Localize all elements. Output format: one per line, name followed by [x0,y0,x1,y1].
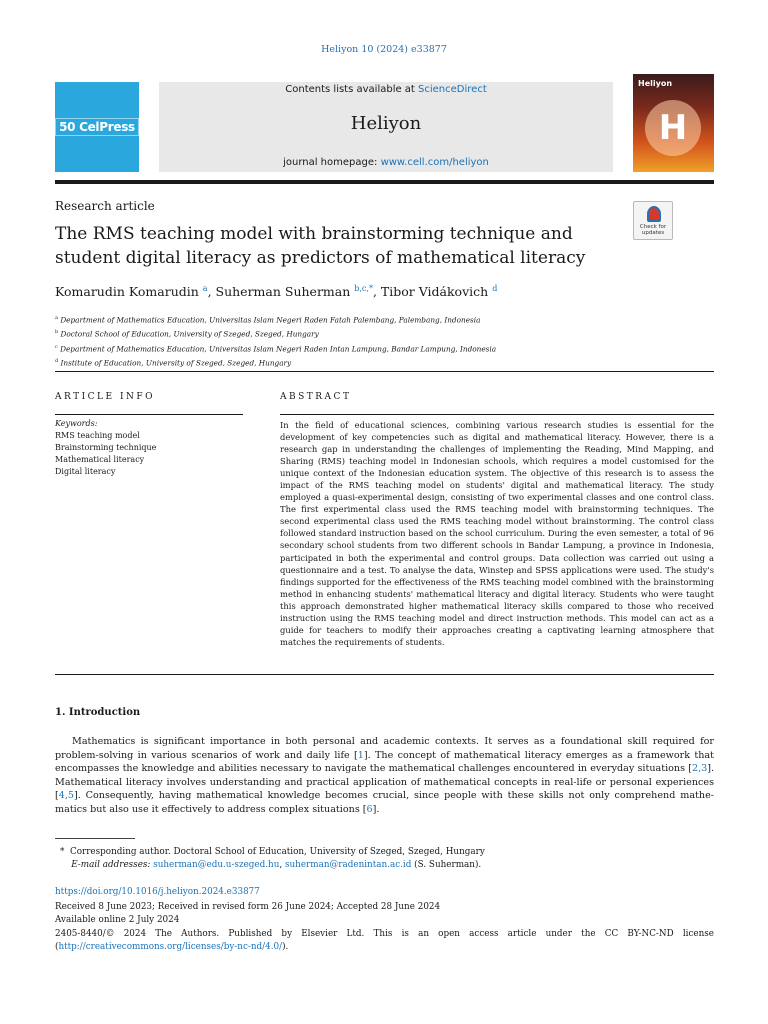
affiliation-text: Doctoral School of Education, University of Szeged, Szeged, Hungary [60,329,319,339]
email-link[interactable]: suherman@radenintan.ac.id [284,860,412,870]
author-name[interactable]: Komarudin Komarudin [55,284,199,300]
header-divider [55,180,714,184]
author-affiliation-ref[interactable]: b,c,* [354,284,373,293]
introduction-paragraph [55,735,714,816]
email-suffix: (S. Suherman). [411,860,482,870]
author-affiliation-ref[interactable]: d [492,284,498,293]
email-label: E-mail addresses: [71,860,151,870]
author-affiliation-ref[interactable]: a [202,284,208,293]
citation-link[interactable]: 1 [357,749,364,761]
check-for-updates-button[interactable] [633,201,673,240]
keywords-list [55,418,156,478]
check-updates-line1: Check for [639,224,667,230]
corresponding-author-line [60,846,485,859]
doi-link[interactable]: https://doi.org/10.1016/j.heliyon.2024.e33877 [55,887,260,897]
received-dates: Received 8 June 2023; Received in revised form 26 June 2024; Accepted 28 June 2024 [55,902,441,912]
sciencedirect-link[interactable]: ScienceDirect [418,84,487,95]
email-separator: , [279,860,285,870]
abstract-text: In the field of educational sciences, combining various research studies is essential for the development of key competencies such as digital and mathematical literacy. However, there is a research gap in understanding the challenges of implementing the Reading, Mind Mapping, and Sharing (RMS) teaching model in Indonesian schools, which requires a model customised for the unique context of the Indonesian education system. The objective of this research is to assess the impact of the RMS teaching model on students' digital and mathematical literacy. The study employed a quasi-experimental design, consisting of two experimental classes and one control class. The first experimental class used the RMS teaching model with brainstorming techniques. The second experimental class used the RMS teaching model without brainstorming. The control class followed standard instruction based on the school curriculum. During the even semester, a total of 96 secondary school students from two different schools in Bandar Lampung, a province in Indonesia, participated in both the experimental and control groups. Data collection was carried out using a questionnaire and a test. To analyse the data, Winstep and SPSS applications were used. The study's findings supported for the effectiveness of the RMS teaching model combined with the brainstorming method in enhancing students' mathematical literacy and digital literacy. Students who were taught this approach demonstrated higher mathematical literacy skills compared to those who received instruction using the RMS teaching model and direct instruction methods. This model can act as a guide for teachers to modify their approaches creating a captivating learning atmosphere that matches the requirements of students. [280,420,714,647]
citation-link[interactable]: 2,3 [691,763,708,774]
affiliation-text: Department of Mathematics Education, Universitas Islam Negeri Raden Fatah Palembang, Palembang, Indonesia [60,315,481,325]
keywords-label: Keywords: [55,419,98,428]
article-title [55,222,615,270]
citation-link[interactable]: 4,5 [58,790,75,801]
keyword-item: RMS teaching model [55,431,140,440]
citation-link[interactable]: 6 [366,803,373,815]
contents-line [159,84,613,95]
abstract-end-divider [55,674,714,675]
license-text: 2405-8440/© 2024 The Authors. Published by Elsevier Ltd. This is an open access article under the CC BY-NC-ND license ( [55,929,714,952]
section-heading-introduction: 1. Introduction [55,707,141,718]
author-list: Komarudin Komarudin $^a$, Suherman Suherman $^{b,c,*}$, Tibor Vidákovich $^d$ [55,284,498,300]
footnote-marker: * [60,847,65,857]
check-updates-line2: updates [641,230,665,236]
affiliation-item [55,312,496,326]
author-name[interactable]: Tibor Vidákovich [380,284,489,300]
affiliation-text: Institute of Education, University of Szeged, Szeged, Hungary [60,358,292,368]
title-line-1: The RMS teaching model with brainstorming technique and [55,224,573,244]
journal-name: Heliyon [350,113,422,134]
journal-masthead [159,82,613,172]
keyword-item: Mathematical literacy [55,455,145,464]
check-updates-label [634,224,672,236]
license-link[interactable]: http://creativecommons.org/licenses/by-nc-nd/4.0/ [58,942,283,952]
affiliation-label: b [55,329,59,336]
intro-text: ]. Mathematical literacy involves understanding and practical application of mathematical concepts in real-life or personal experiences [ [55,763,714,801]
affiliation-label: c [55,343,58,350]
homepage-link[interactable]: www.cell.com/heliyon [380,157,489,168]
affiliation-item [55,355,496,369]
journal-reference[interactable]: Heliyon 10 (2024) e33877 [321,44,447,55]
article-info-heading: ARTICLE INFO [55,392,156,402]
publication-history [55,901,440,927]
title-line-2: student digital literacy as predictors of mathematical literacy [55,248,586,268]
intro-text: ]. [372,803,380,815]
corresponding-author-text: Corresponding author. Doctoral School of Education, University of Szeged, Szeged, Hungary [70,847,485,857]
abstract-heading: ABSTRACT [280,392,352,402]
keyword-item: Digital literacy [55,467,116,476]
section-divider [55,371,714,372]
intro-text: ]. Consequently, having mathematical knowledge becomes crucial, since people with these skills not only comprehend mathe-matics but also use it effectively to address complex situations [ [55,790,714,815]
contents-prefix: Contents lists available at [285,84,419,95]
bookmark-icon [647,206,661,222]
affiliation-item [55,326,496,340]
cellpress-logo[interactable] [55,82,139,172]
affiliation-list [55,312,496,370]
affiliation-text: Department of Mathematics Education, Universitas Islam Negeri Raden Intan Lampung, Bandar Lampung, Indonesia [60,344,497,354]
affiliation-item [55,341,496,355]
affiliation-label: d [55,358,59,365]
author-name[interactable]: Suherman Suherman [215,284,351,300]
journal-cover-image[interactable] [633,74,714,172]
abstract-divider [280,414,714,415]
article-type: Research article [55,199,155,213]
cover-letter: H [658,108,688,148]
article-info-divider [55,414,243,415]
publisher-logo-text: 50 CelPress [55,118,139,136]
available-online-date: Available online 2 July 2024 [55,915,180,925]
intro-text: ]. The concept of mathematical literacy emerges as a framework that encompasses the knowledge and abilities necessary to navigate the mathematical challenges encountered in everyday situations [ [55,749,714,774]
homepage-line [159,157,613,168]
license-end: ). [282,942,289,952]
intro-text: Mathematics is significant importance in both personal and academic contexts. It serves as a foundational skill required for problem-solving in various scenarios of work and daily life [ [55,736,714,761]
keyword-item: Brainstorming technique [55,443,157,452]
email-link[interactable]: suherman@edu.u-szeged.hu [153,860,280,870]
corresponding-author-footnote [60,846,485,872]
email-line [60,859,485,872]
footnote-divider [55,838,135,839]
license-statement [55,928,714,954]
homepage-prefix: journal homepage: [283,157,381,168]
affiliation-label: a [55,315,58,321]
cover-emblem [645,100,701,156]
cover-title: Heliyon [638,79,673,88]
